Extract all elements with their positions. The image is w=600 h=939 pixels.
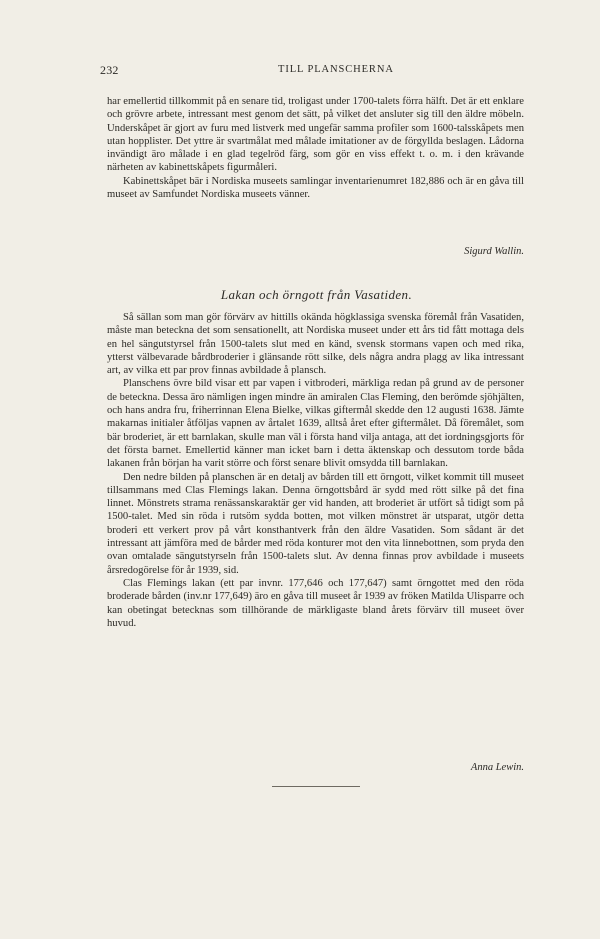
paragraph: Den nedre bilden på planschen är en detalj av bården till ett örngott, vilket kommit till museet tillsammans med Clas Flemings lakan. Denna örngottsbård är sydd med rött silke på det fina linnet. Mönstrets strama renässanskaraktär ger vid handen, att broderiet är utfört så tidigt som på 1500-talet. Med sin röda i rutsöm sydda botten, mot vilken mönstret är utsparat, utgör detta broderi ett verkert prov på vårt konsthantverk från den äldre Vasatiden. Som sådant är det intressant att jämföra med de bårder med röda konturer mot den vita linnebottnen, som pryda den ovan omtalade sängutstyrseln från 1500-talets slut. Av denna finnas prov avbildade i museets årsredogörelse för år 1939, sid. xyxy=(107,471,524,576)
running-title: TILL PLANSCHERNA xyxy=(278,64,394,75)
author-signature: Anna Lewin. xyxy=(470,762,524,773)
paragraph: Så sällan som man gör förvärv av hittills okända högklassiga svenska föremål från Vasatiden, måste man beteckna det som sensationellt, att Nordiska museet under ett års tid fått mottaga dels en hel sängutstyrsel från 1500-talets slut med en känd, svensk stormans vapen och med rika, ytterst välbevarade bårdbroderier i glänsande rött silke, dels några andra plagg av lika intressant art, av vilka ett par prov finnas avbildade å plansch. xyxy=(107,312,524,377)
paragraph: Clas Flemings lakan (ett par invnr. 177,646 och 177,647) samt örngottet med den röda broderade bården (inv.nr 177,649) äro en gåva till museet år 1939 av fröken Matilda Ulisparre och kan obetingat betecknas som tillhörande de märkligaste bland årets förvärv till museet över huvud. xyxy=(107,577,524,629)
page-number: 232 xyxy=(100,63,119,77)
second-section-body xyxy=(107,311,524,630)
section-heading: Lakan och örngott från Vasatiden. xyxy=(220,287,413,302)
paragraph: har emellertid tillkommit på en senare tid, troligast under 1700-talets förra hälft. Det är ett enklare och grövre arbete, intressant mest genom det sätt, på vilket det ansluter sig till den äldre möbeln. Underskåpet är gjort av furu med listverk med ungefär samma profiler som 1600-talsskåpets men utan hopplister. Det yttre är svartmålat med målade imitationer av de förgyllda beslagen. Lådorna invändigt äro målade i en glad tegelröd färg, som gör en viss effekt t. o. m. i den krävande närheten av kabinettskåpets figurmåleri. xyxy=(107,96,524,174)
paragraph: Kabinettskåpet bär i Nordiska museets samlingar inventarienumret 182,886 och är en gåva till museet av Samfundet Nordiska museets vänner. xyxy=(107,175,524,201)
section-divider xyxy=(272,786,360,787)
page-header xyxy=(100,63,525,77)
first-section-body xyxy=(107,95,524,201)
author-signature: Sigurd Wallin. xyxy=(464,246,524,257)
paragraph: Planschens övre bild visar ett par vapen i vitbroderi, märkliga redan på grund av de personer de beteckna. Dessa äro nämligen ingen mindre än amiralen Clas Fleming, den berömde sjöhjälten, och hans andra fru, friherrinnan Elena Bielke, vilkas giftermål skedde den 12 augusti 1638. Jämte makarnas initialer åtföljas vapnen av årtalet 1639, alltså året efter giftermålet. Då föremålet, som bär broderiet, är ett barnlakan, skulle man väl i första hand vilja antaga, att det iordningsgjorts för det första barnet. Emellertid känner man icket barn i detta äktenskap och dessutom torde båda lakanen från början ha varit större och först senare blivit omsydda till barnlakan. xyxy=(107,378,524,470)
